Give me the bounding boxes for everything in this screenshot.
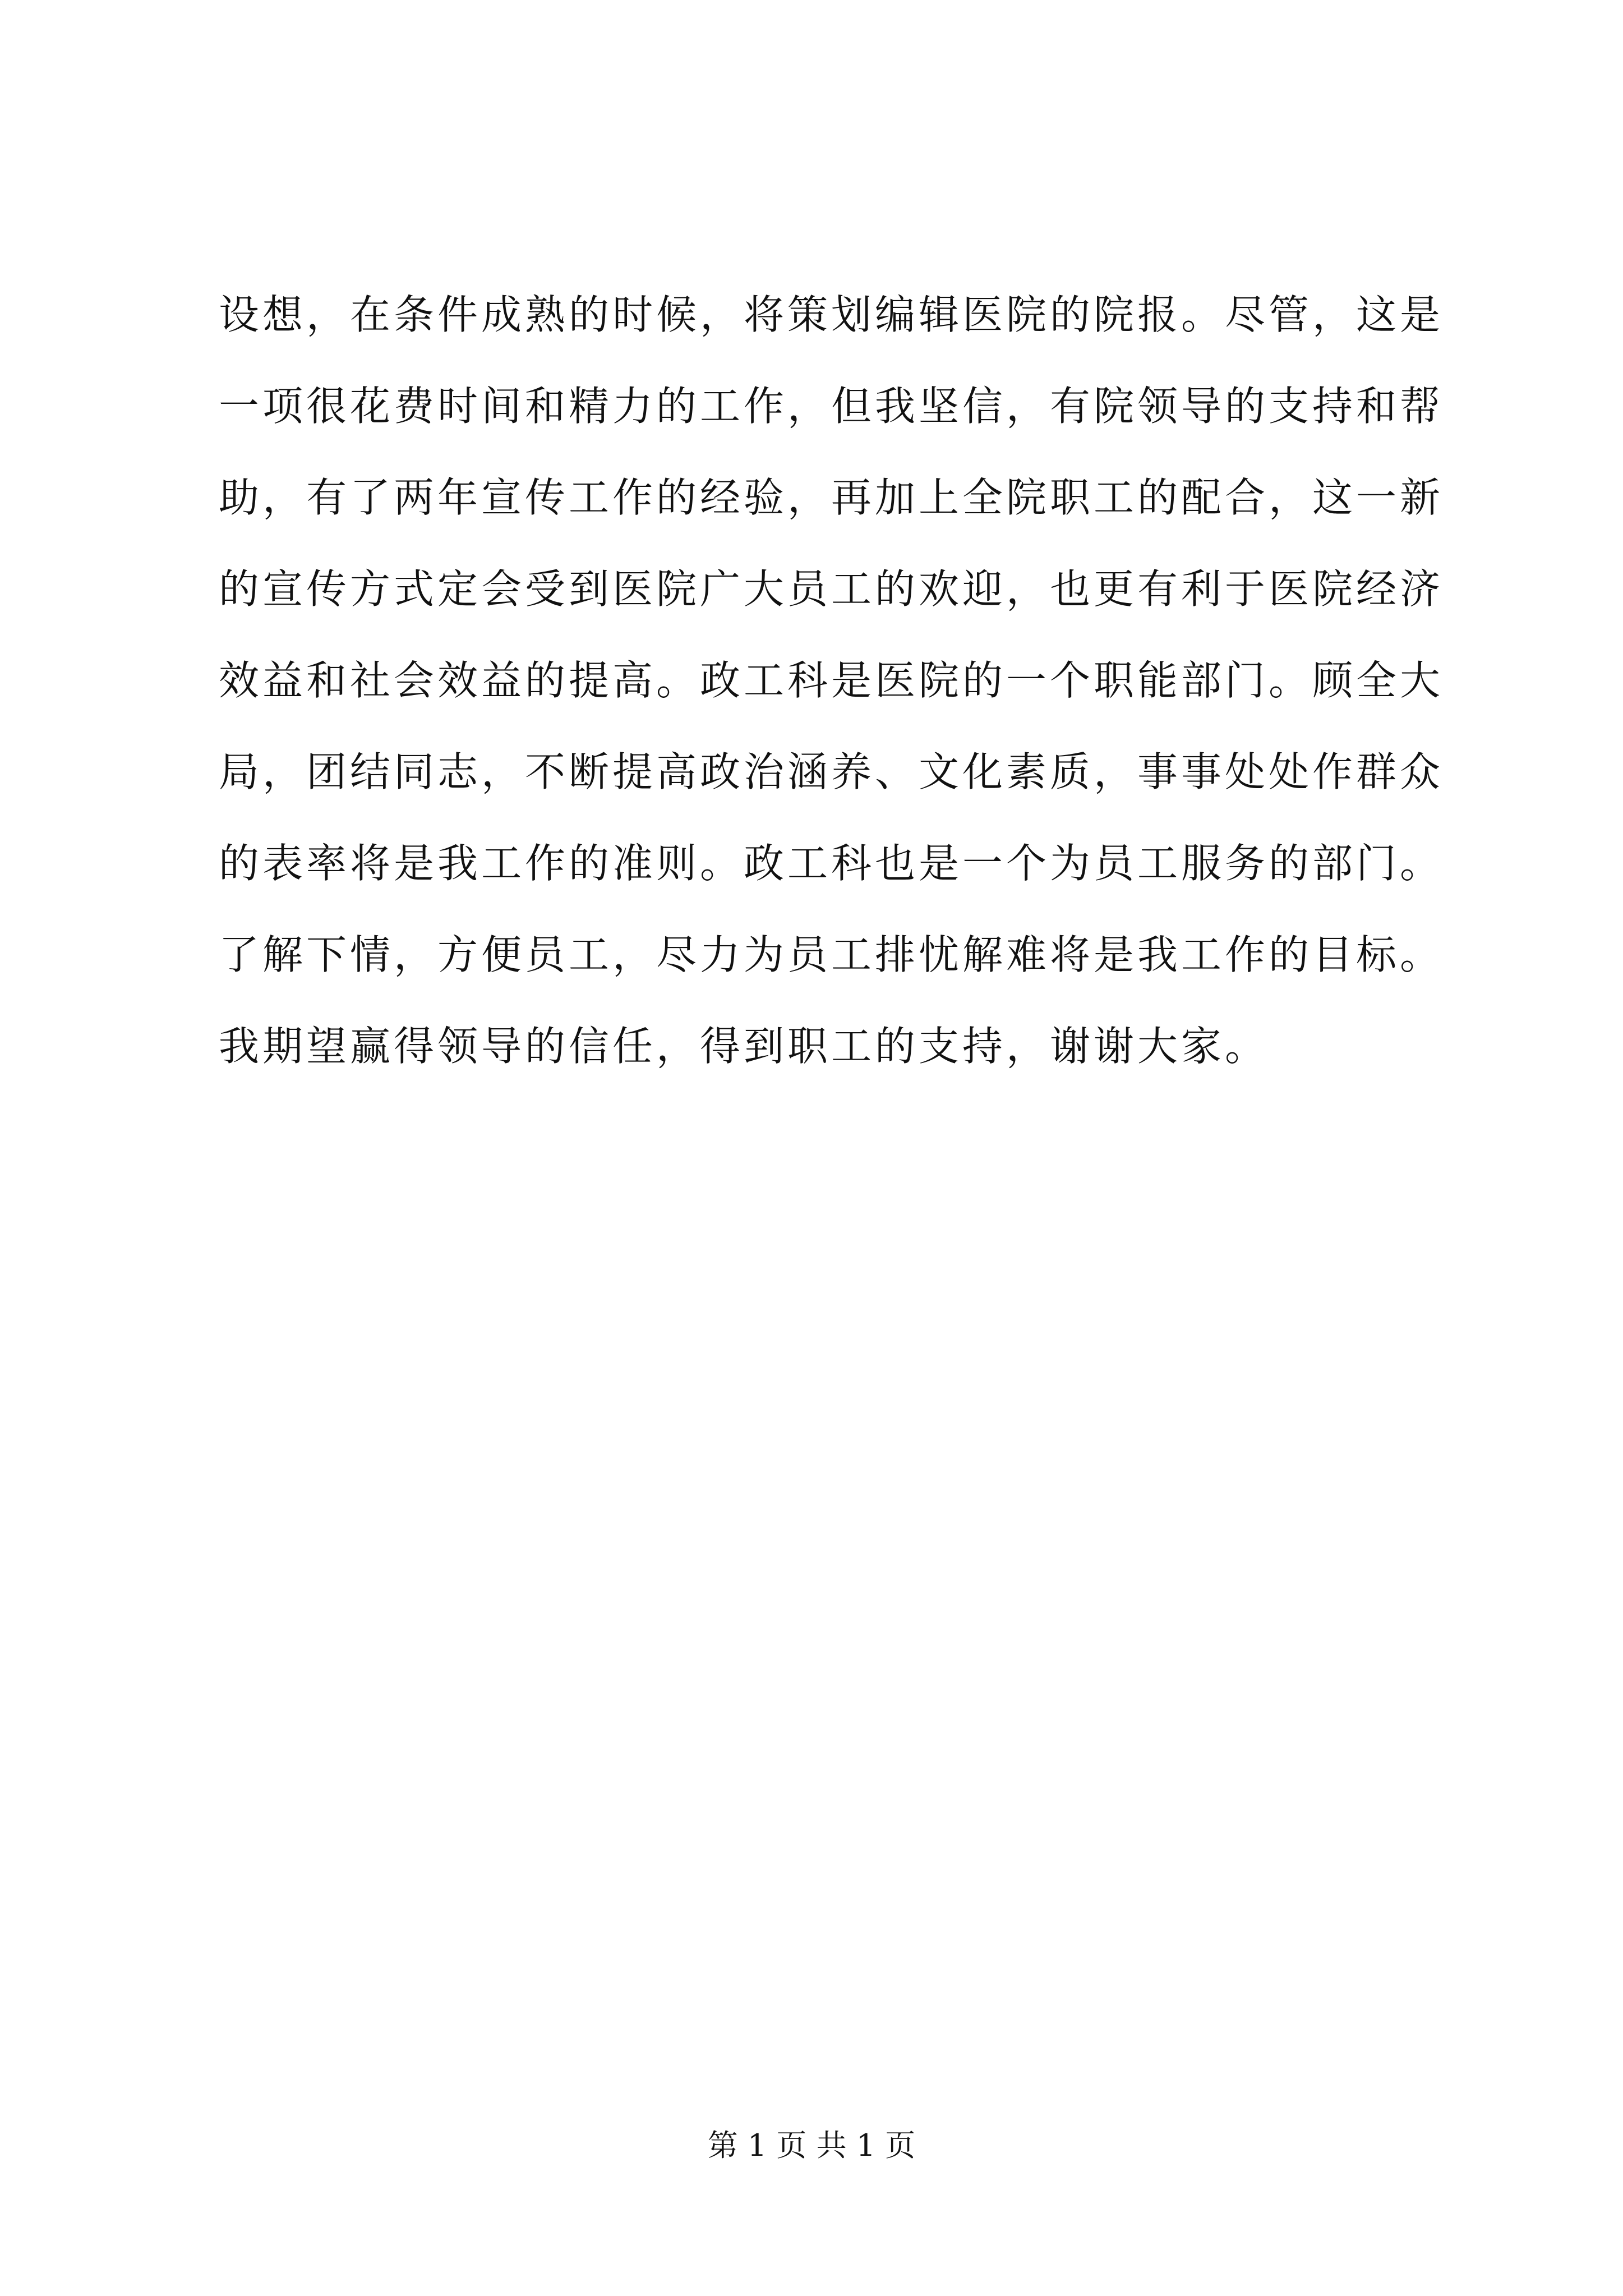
page-number-footer: 第 1 页 共 1 页 xyxy=(707,2128,916,2163)
text-line: 局，团结同志，不断提高政治涵养、文化素质，事事处处作群众 xyxy=(219,748,1444,795)
text-line: 一项很花费时间和精力的工作，但我坚信，有院领导的支持和帮 xyxy=(219,383,1444,430)
text-line: 了解下情，方便员工，尽力为员工排忧解难将是我工作的目标。 xyxy=(219,931,1444,978)
text-line: 助，有了两年宣传工作的经验，再加上全院职工的配合，这一新 xyxy=(219,474,1444,521)
text-line: 我期望赢得领导的信任，得到职工的支持，谢谢大家。 xyxy=(219,1023,1269,1070)
text-line: 设想，在条件成熟的时候，将策划编辑医院的院报。尽管，这是 xyxy=(219,291,1444,338)
text-line: 的宣传方式定会受到医院广大员工的欢迎，也更有利于医院经济 xyxy=(219,565,1444,613)
text-line: 的表率将是我工作的准则。政工科也是一个为员工服务的部门。 xyxy=(219,840,1444,887)
body-paragraph xyxy=(219,269,1444,1092)
text-line: 效益和社会效益的提高。政工科是医院的一个职能部门。顾全大 xyxy=(219,657,1444,704)
